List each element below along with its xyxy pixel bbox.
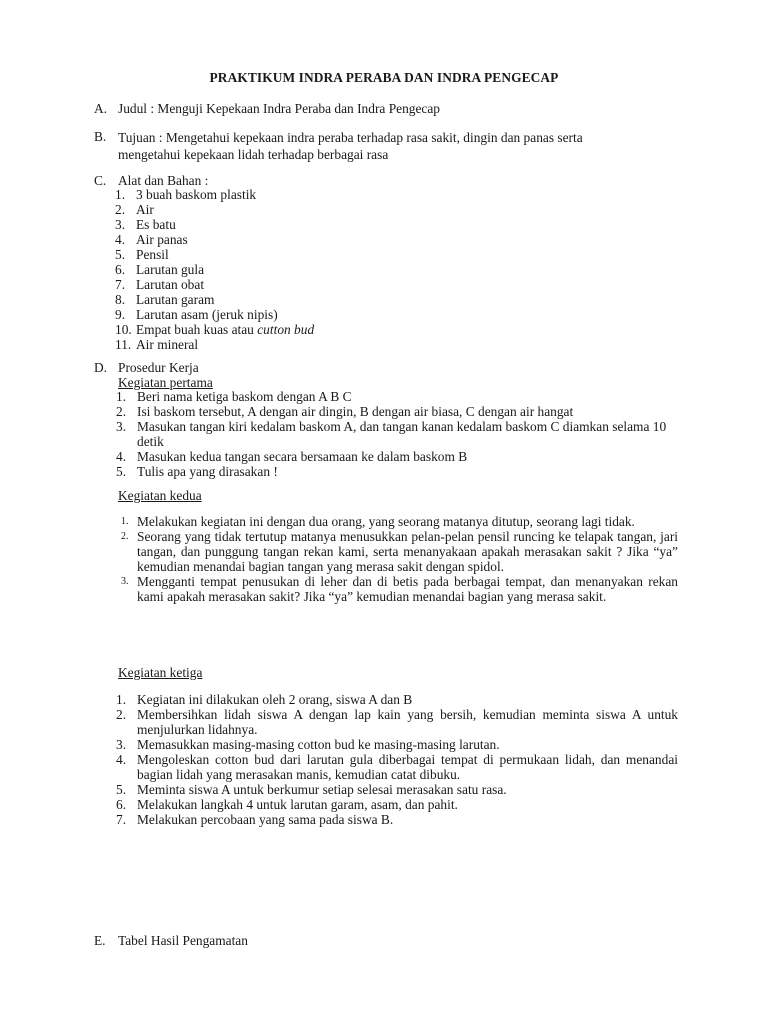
kegiatan-pertama-heading: Kegiatan pertama — [118, 375, 213, 390]
list-item-text — [137, 404, 686, 419]
list-item-text — [136, 337, 685, 352]
list-item-text-main: Pensil — [136, 247, 169, 262]
list-item-text-main: Seorang yang tidak tertutup matanya menusukkan pelan-pelan pensil runcing ke telapak tangan, jari tangan, dan punggung tangan rekan kami, serta menanyakaan apakah merasakan sakit ? Jika “ya” kemudian menandai bagian tangan yang merasa sakit dengan spidol. — [137, 529, 678, 574]
list-item-number: 6. — [116, 797, 127, 812]
list-item — [116, 574, 678, 604]
list-item-text — [137, 737, 678, 752]
list-item-text-main: Larutan garam — [136, 292, 215, 307]
list-item-text — [136, 292, 685, 307]
section-d-text: Prosedur Kerja — [118, 360, 199, 375]
section-c-text: Alat dan Bahan : — [118, 173, 209, 188]
list-item-number: 2. — [116, 707, 127, 722]
list-item — [115, 277, 685, 292]
list-item — [115, 232, 685, 247]
list-item-text-main: Kegiatan ini dilakukan oleh 2 orang, siswa A dan B — [137, 692, 413, 707]
list-item-number: 8. — [115, 292, 126, 307]
list-item — [116, 752, 678, 782]
list-item-number: 4. — [116, 449, 127, 464]
list-item-text-main: Larutan asam (jeruk nipis) — [136, 307, 278, 322]
list-item — [116, 389, 686, 404]
list-item-number: 3. — [116, 737, 127, 752]
section-a-text: Judul : Menguji Kepekaan Indra Peraba dan Indra Pengecap — [118, 101, 441, 116]
list-item-text — [137, 797, 678, 812]
list-item-number: 5. — [115, 247, 126, 262]
list-item-text-main: Melakukan percobaan yang sama pada siswa B. — [137, 812, 394, 827]
section-a — [94, 101, 684, 116]
kegiatan-ketiga-list — [116, 692, 678, 827]
list-item-text-main: Masukan kedua tangan secara bersamaan ke dalam baskom B — [137, 449, 468, 464]
list-item-number: 3. — [116, 419, 127, 434]
list-item-text — [137, 464, 686, 479]
section-c — [94, 173, 684, 188]
list-item-text — [137, 389, 686, 404]
list-item-number: 7. — [116, 812, 127, 827]
section-b-letter: B. — [94, 129, 107, 144]
kegiatan-kedua-list — [116, 514, 678, 604]
section-c-letter: C. — [94, 173, 107, 188]
list-item-text-main: Isi baskom tersebut, A dengan air dingin, B dengan air biasa, C dengan air hangat — [137, 404, 574, 419]
list-item-text-main: Larutan gula — [136, 262, 205, 277]
list-item-text — [136, 322, 685, 337]
list-item-number: 2. — [116, 404, 127, 419]
page-title: PRAKTIKUM INDRA PERABA DAN INDRA PENGECAP — [209, 70, 559, 85]
section-a-letter: A. — [94, 101, 108, 116]
list-item-text-main: Air — [136, 202, 154, 217]
list-item-text — [137, 514, 678, 529]
list-item-text — [137, 449, 686, 464]
list-item-text — [136, 277, 685, 292]
list-item-number: 4. — [116, 752, 127, 767]
list-item-text-main: Air mineral — [136, 337, 199, 352]
list-item-text — [137, 707, 678, 737]
list-item — [115, 217, 685, 232]
list-item-text — [136, 262, 685, 277]
list-item-number: 5. — [116, 782, 127, 797]
list-item-number: 1. — [115, 187, 126, 202]
list-item — [115, 337, 685, 352]
list-item-text — [136, 217, 685, 232]
list-item — [115, 292, 685, 307]
list-item-text — [136, 187, 685, 202]
list-item-text-main: Masukan tangan kiri kedalam baskom A, dan tangan kanan kedalam baskom C diamkan selama 10 detik — [137, 419, 667, 449]
section-b-line-2: mengetahui kepekaan lidah terhadap berbagai rasa — [118, 147, 389, 162]
list-item-text-main: Larutan obat — [136, 277, 205, 292]
list-item-text — [137, 752, 678, 782]
list-item-number: 1. — [116, 692, 127, 707]
kegiatan-pertama-list — [116, 389, 686, 479]
section-e-text: Tabel Hasil Pengamatan — [118, 933, 248, 948]
list-item-number: 4. — [115, 232, 126, 247]
list-item-number: 2. — [115, 202, 126, 217]
list-item — [116, 449, 686, 464]
list-item — [116, 529, 678, 574]
list-item — [116, 707, 678, 737]
list-item-text-main: Meminta siswa A untuk berkumur setiap selesai merasakan satu rasa. — [137, 782, 507, 797]
list-item-number: 2. — [121, 531, 129, 542]
list-item-number: 1. — [116, 389, 127, 404]
list-item-number: 9. — [115, 307, 126, 322]
list-item-text-main: Empat buah kuas atau — [136, 322, 258, 337]
list-item-text — [137, 529, 678, 574]
list-item — [115, 322, 685, 337]
section-b — [94, 129, 684, 163]
list-item-text-main: Melakukan kegiatan ini dengan dua orang, yang seorang matanya ditutup, seorang lagi tidak. — [137, 514, 635, 529]
list-item-text — [137, 812, 678, 827]
list-item-text-main: Tulis apa yang dirasakan ! — [137, 464, 278, 479]
section-b-text — [118, 129, 684, 163]
materials-list — [115, 187, 685, 352]
section-e — [94, 933, 684, 948]
list-item-number: 3. — [121, 576, 129, 587]
kegiatan-ketiga-heading: Kegiatan ketiga — [118, 665, 203, 680]
list-item-number: 11. — [115, 337, 132, 352]
list-item-text — [137, 782, 678, 797]
list-item — [116, 404, 686, 419]
list-item-text-main: Es batu — [136, 217, 176, 232]
section-d-letter: D. — [94, 360, 108, 375]
list-item-text-main: Mengoleskan cotton bud dari larutan gula diberbagai tempat di permukaan lidah, dan menandai bagian lidah yang merasakan manis, kemudian catat dibuku. — [137, 752, 678, 782]
list-item-text-main: Beri nama ketiga baskom dengan A B C — [137, 389, 352, 404]
list-item-number: 10. — [115, 322, 132, 337]
list-item-text — [137, 419, 686, 449]
list-item — [116, 812, 678, 827]
kegiatan-kedua-heading: Kegiatan kedua — [118, 488, 202, 503]
list-item-number: 6. — [115, 262, 126, 277]
list-item-text — [136, 247, 685, 262]
list-item — [116, 782, 678, 797]
list-item-text — [137, 574, 678, 604]
list-item-text-italic: cutton bud — [257, 322, 315, 337]
list-item-text — [137, 692, 678, 707]
list-item-text-main: Mengganti tempat penusukan di leher dan di betis pada berbagai tempat, dan menanyakan rekan kami apakah merasakan sakit? Jika “ya” kemudian menandai bagian yang merasa sakit. — [137, 574, 678, 604]
list-item-text-main: Memasukkan masing-masing cotton bud ke masing-masing larutan. — [137, 737, 500, 752]
list-item — [115, 262, 685, 277]
list-item — [115, 187, 685, 202]
list-item — [115, 307, 685, 322]
section-b-line-1: Tujuan : Mengetahui kepekaan indra peraba terhadap rasa sakit, dingin dan panas serta — [118, 130, 583, 145]
list-item-text — [136, 202, 685, 217]
list-item — [116, 419, 686, 449]
list-item-number: 1. — [121, 516, 129, 527]
list-item-text — [136, 307, 685, 322]
list-item — [116, 692, 678, 707]
list-item — [115, 247, 685, 262]
section-d — [94, 360, 684, 375]
list-item-text-main: Membersihkan lidah siswa A dengan lap kain yang bersih, kemudian meminta siswa A untuk menjulurkan lidahnya. — [137, 707, 678, 737]
list-item-text-main: 3 buah baskom plastik — [136, 187, 257, 202]
list-item-text-main: Melakukan langkah 4 untuk larutan garam, asam, dan pahit. — [137, 797, 458, 812]
list-item-number: 7. — [115, 277, 126, 292]
list-item — [115, 202, 685, 217]
list-item-number: 5. — [116, 464, 127, 479]
list-item-text-main: Air panas — [136, 232, 188, 247]
list-item — [116, 737, 678, 752]
list-item — [116, 797, 678, 812]
list-item-text — [136, 232, 685, 247]
list-item — [116, 514, 678, 529]
section-e-letter: E. — [94, 933, 106, 948]
list-item-number: 3. — [115, 217, 126, 232]
list-item — [116, 464, 686, 479]
